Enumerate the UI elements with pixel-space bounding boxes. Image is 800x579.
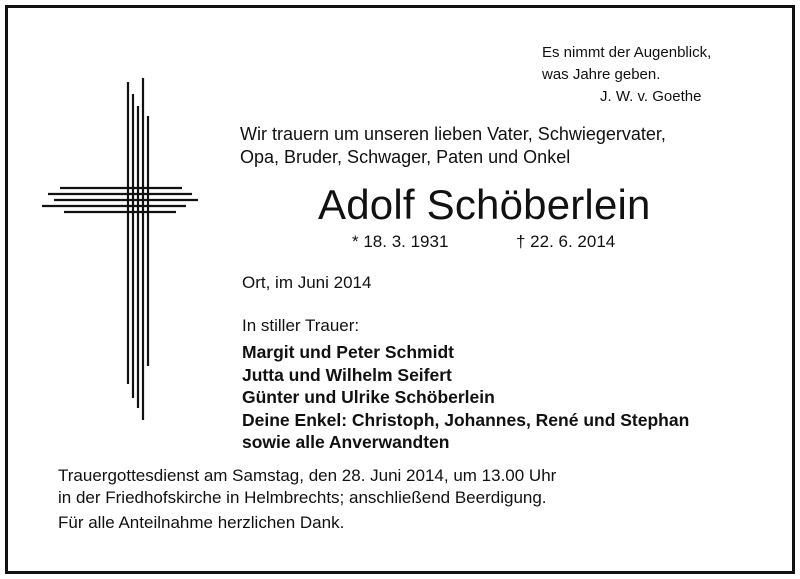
place-date: Ort, im Juni 2014 — [242, 273, 372, 292]
mourner-line: sowie alle Anverwandten — [242, 432, 450, 452]
intro-line-2: Opa, Bruder, Schwager, Paten und Onkel — [240, 147, 571, 167]
mourner-line: Margit und Peter Schmidt — [242, 342, 454, 362]
deceased-name: Adolf Schöberlein — [318, 181, 651, 228]
death-date: † 22. 6. 2014 — [516, 232, 616, 251]
service-line-1: Trauergottesdienst am Samstag, den 28. Juni 2014, um 13.00 Uhr — [58, 466, 557, 485]
grief-label: In stiller Trauer: — [242, 316, 360, 335]
quote-author: J. W. v. Goethe — [600, 88, 702, 105]
quote-line-2: was Jahre geben. — [542, 66, 661, 83]
thanks-text: Für alle Anteilnahme herzlichen Dank. — [58, 513, 345, 532]
cross-icon — [40, 76, 200, 426]
birth-date: * 18. 3. 1931 — [352, 232, 449, 251]
quote-line-1: Es nimmt der Augenblick, — [542, 44, 712, 61]
service-line-2: in der Friedhofskirche in Helmbrechts; anschließend Beerdigung. — [58, 488, 547, 507]
mourner-line: Deine Enkel: Christoph, Johannes, René und Stephan — [242, 409, 690, 430]
mourner-line: Günter und Ulrike Schöberlein — [242, 387, 495, 407]
intro-line-1: Wir trauern um unseren lieben Vater, Schwiegervater, — [240, 124, 666, 144]
service-info — [58, 465, 556, 509]
mourner-line: Jutta und Wilhelm Seifert — [242, 364, 452, 385]
mourners-list — [242, 341, 689, 454]
